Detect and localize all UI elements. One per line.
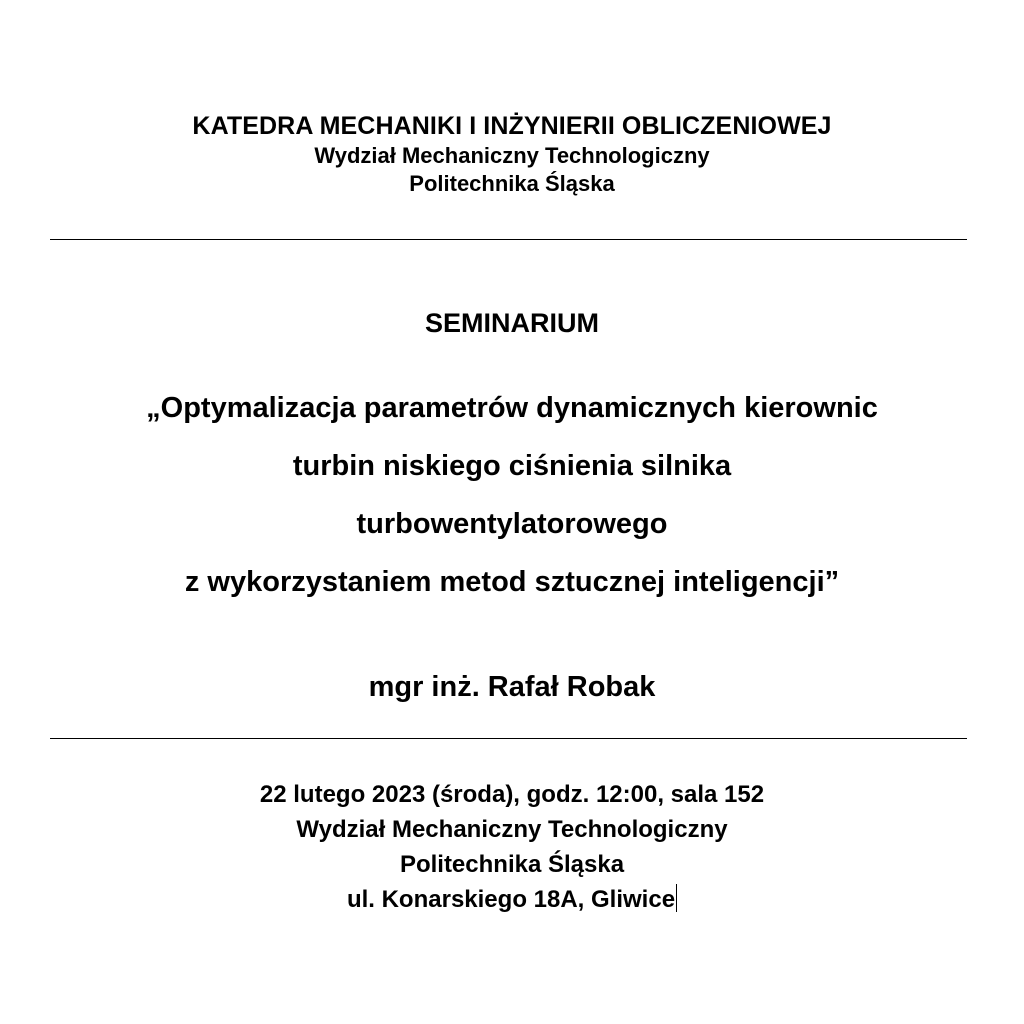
title-line: „Optymalizacja parametrów dynamicznych kierownic (146, 392, 878, 424)
text-cursor (676, 884, 677, 912)
speaker-name: mgr inż. Rafał Robak (368, 671, 656, 703)
details-block (0, 777, 1024, 917)
title-line: turbin niskiego ciśnienia silnika (292, 450, 732, 482)
seminar-title (0, 379, 1024, 611)
date-time-room: 22 lutego 2023 (środa), godz. 12:00, sala 152 (259, 781, 765, 808)
top-divider (50, 239, 967, 240)
header-block (0, 110, 1024, 198)
address-line[interactable] (0, 882, 1024, 917)
address-text: ul. Konarskiego 18A, Gliwice (346, 886, 676, 913)
bottom-divider (50, 738, 967, 739)
title-line: z wykorzystaniem metod sztucznej inteligencji” (184, 566, 840, 598)
university-name: Politechnika Śląska (409, 171, 615, 196)
details-university: Politechnika Śląska (399, 851, 625, 878)
seminar-label: SEMINARIUM (425, 308, 599, 338)
faculty-name: Wydział Mechaniczny Technologiczny (314, 143, 710, 168)
title-line: turbowentylatorowego (356, 508, 668, 540)
details-faculty: Wydział Mechaniczny Technologiczny (296, 816, 728, 843)
department-name: KATEDRA MECHANIKI I INŻYNIERII OBLICZENIOWEJ (192, 112, 832, 140)
